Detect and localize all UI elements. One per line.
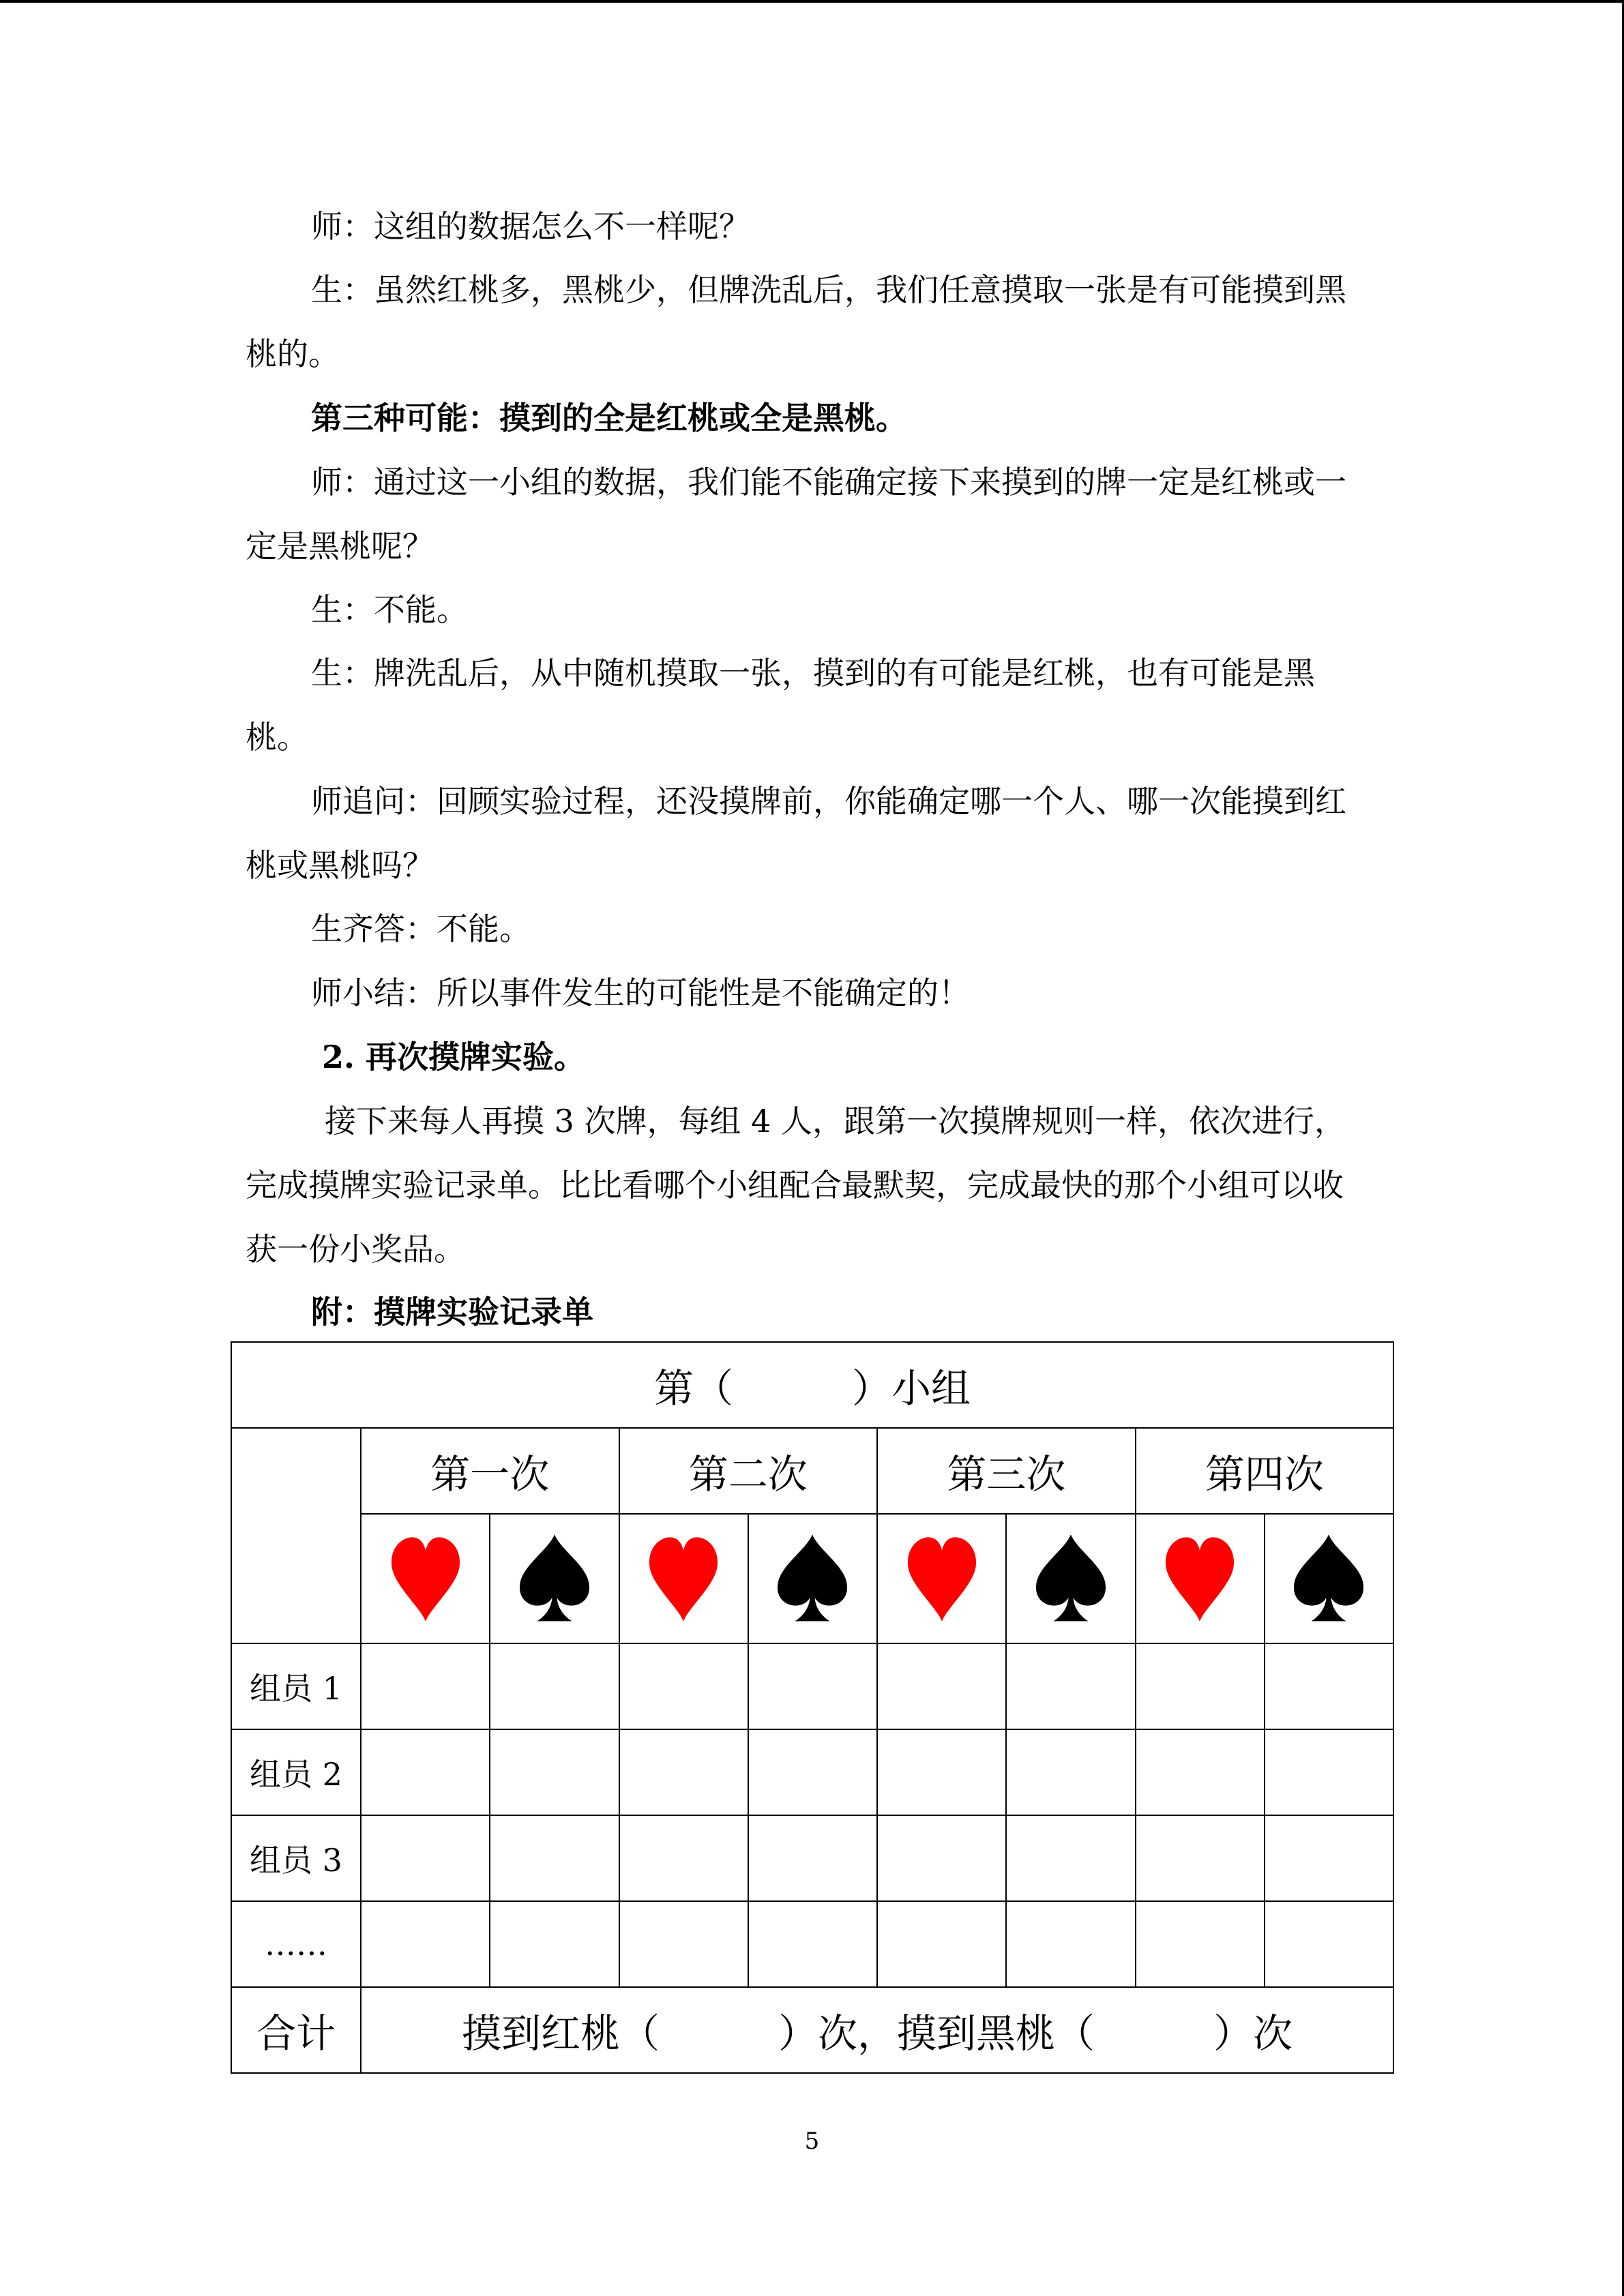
appendix-title: 附：摸牌实验记录单 [311,1294,593,1330]
heart-icon [877,1514,1006,1643]
record-cell[interactable] [877,1729,1006,1815]
group-title-cell: 第（ ）小组 [231,1342,1393,1428]
record-cell[interactable] [748,1901,877,1987]
member-label: …… [231,1901,361,1987]
round-header-2: 第二次 [619,1428,878,1514]
record-cell[interactable] [490,1815,619,1901]
paragraph-4: 师：通过这一小组的数据，我们能不能确定接下来摸到的牌一定是红桃或一定是黑桃呢？ [246,464,1346,565]
page-number: 5 [804,2128,820,2155]
record-cell[interactable] [1265,1815,1393,1901]
record-cell[interactable] [361,1901,490,1987]
paragraph-5: 生：不能。 [311,591,468,628]
record-cell[interactable] [1006,1729,1135,1815]
paragraph-9: 师小结：所以事件发生的可能性是不能确定的！ [311,974,970,1011]
record-cell[interactable] [1136,1901,1265,1987]
record-cell[interactable] [490,1901,619,1987]
record-cell[interactable] [1006,1901,1135,1987]
round-header-4: 第四次 [1136,1428,1394,1514]
total-label: 合计 [231,1987,361,2073]
record-cell[interactable] [619,1901,748,1987]
record-cell[interactable] [748,1729,877,1815]
record-cell[interactable] [877,1815,1006,1901]
record-sheet-table [231,1341,1394,2074]
record-cell[interactable] [748,1643,877,1729]
paragraph-2: 生：虽然红桃多，黑桃少，但牌洗乱后，我们任意摸取一张是有可能摸到黑桃的。 [246,271,1346,372]
round-header-1: 第一次 [361,1428,619,1514]
paragraph-8: 生齐答：不能。 [311,910,531,947]
spade-icon [1006,1514,1135,1643]
record-cell[interactable] [877,1901,1006,1987]
record-cell[interactable] [1136,1729,1265,1815]
paragraph-7: 师追问：回顾实验过程，还没摸牌前，你能确定哪一个人、哪一次能摸到红桃或黑桃吗？ [246,783,1346,884]
record-cell[interactable] [1265,1901,1393,1987]
record-cell[interactable] [1265,1643,1393,1729]
table-row [231,1643,1393,1729]
record-cell[interactable] [1136,1815,1265,1901]
heart-icon [361,1514,490,1643]
table-row [231,1729,1393,1815]
record-cell[interactable] [877,1643,1006,1729]
section-heading-2: 2. 再次摸牌实验。 [322,1039,586,1075]
record-cell[interactable] [619,1815,748,1901]
member-label: 组员 3 [231,1815,361,1901]
record-cell[interactable] [1136,1643,1265,1729]
paragraph-3-heading: 第三种可能：摸到的全是红桃或全是黑桃。 [311,400,907,436]
page-top-border [0,0,1624,3]
spade-icon [490,1514,619,1643]
record-cell[interactable] [361,1643,490,1729]
table-row [231,1815,1393,1901]
record-cell[interactable] [619,1643,748,1729]
corner-blank-cell [231,1428,361,1643]
record-cell[interactable] [361,1729,490,1815]
record-cell[interactable] [1006,1815,1135,1901]
record-cell[interactable] [619,1729,748,1815]
table-row [231,1901,1393,1987]
heart-icon [619,1514,748,1643]
paragraph-6: 生：牌洗乱后，从中随机摸取一张，摸到的有可能是红桃，也有可能是黑桃。 [246,655,1315,756]
record-cell[interactable] [361,1815,490,1901]
paragraph-1: 师：这组的数据怎么不一样呢？ [311,208,750,245]
member-label: 组员 1 [231,1643,361,1729]
record-cell[interactable] [1006,1643,1135,1729]
paragraph-11: 接下来每人再摸 3 次牌，每组 4 人，跟第一次摸牌规则一样，依次进行，完成摸牌实验记录单。比比看哪个小组配合最默契，完成最快的那个小组可以收获一份小奖品。 [246,1103,1346,1268]
record-cell[interactable] [1265,1729,1393,1815]
record-cell[interactable] [490,1729,619,1815]
spade-icon [748,1514,877,1643]
heart-icon [1136,1514,1265,1643]
record-cell[interactable] [748,1815,877,1901]
total-summary: 摸到红桃（ ）次，摸到黑桃（ ）次 [361,1987,1393,2073]
spade-icon [1265,1514,1393,1643]
record-cell[interactable] [490,1643,619,1729]
round-header-3: 第三次 [877,1428,1136,1514]
member-label: 组员 2 [231,1729,361,1815]
